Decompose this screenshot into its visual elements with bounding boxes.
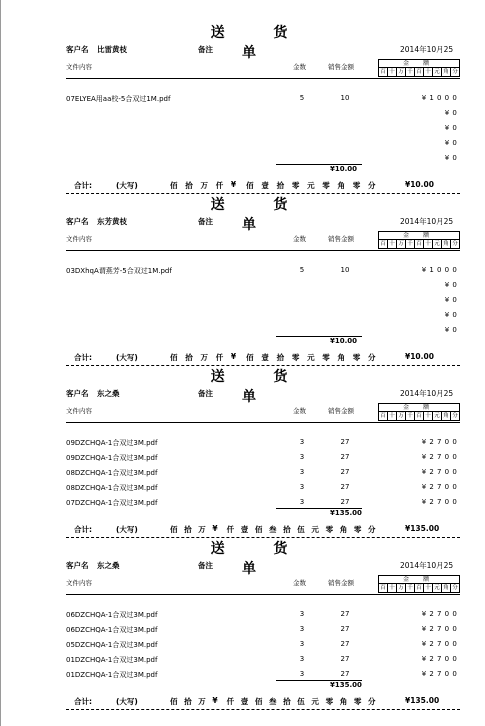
amount-unit-cell: 元 — [433, 584, 442, 592]
slip-date: 2014年10月25 — [400, 561, 454, 570]
qty-column-header: 金数 — [293, 63, 306, 71]
amount-unit-cell: 千 — [406, 240, 415, 248]
capital-unit: 佰 — [246, 353, 254, 362]
capital-unit: 叁 — [269, 697, 277, 706]
capital-unit: 壹 — [261, 353, 269, 362]
amount-cell: ¥2700 — [421, 670, 460, 678]
capital-unit: 佰 — [170, 353, 178, 362]
capital-unit: ¥ — [230, 180, 237, 189]
capital-unit: 万 — [200, 353, 208, 362]
subtotal-value: ¥10.00 — [330, 337, 358, 345]
amount-unit-cell: 万 — [397, 584, 406, 592]
customer-name: 东之桑 — [97, 561, 120, 570]
amount-cell: ¥0 — [444, 311, 460, 319]
capital-unit: 仟 — [215, 353, 224, 362]
file-name-cell: 09DZCHQA-1合双过3M.pdf — [66, 439, 158, 447]
capital-unit: 分 — [368, 525, 376, 534]
amount-unit-cell: 十 — [424, 240, 433, 248]
total-amount: ¥135.00 — [405, 696, 440, 705]
capital-label: (大写) — [116, 697, 138, 706]
qty-column-header: 金数 — [293, 579, 306, 587]
subtotal-value: ¥135.00 — [330, 509, 362, 517]
total-label: 合计: — [74, 353, 92, 362]
content-column-header: 文件内容 — [66, 235, 92, 243]
price-column-header: 销售金额 — [328, 235, 354, 243]
file-name-cell: 09DZCHQA-1合双过3M.pdf — [66, 454, 158, 462]
amount-unit-cell: 角 — [442, 412, 451, 420]
customer-name: 东芳黄枝 — [97, 217, 127, 226]
amount-unit-cell: 百 — [379, 68, 388, 76]
amount-cell: ¥0 — [444, 109, 460, 117]
capital-unit: 零 — [325, 525, 334, 534]
capital-unit: 佰 — [170, 525, 178, 534]
price-cell: 27 — [340, 670, 350, 678]
qty-column-header: 金数 — [293, 235, 306, 243]
qty-cell: 3 — [299, 438, 305, 446]
table-row — [0, 670, 485, 685]
amount-unit-cell: 百 — [379, 584, 388, 592]
capital-unit: 角 — [337, 353, 346, 362]
customer-label: 客户名 — [66, 561, 89, 570]
slip-separator — [66, 709, 460, 710]
amount-unit-cell: 分 — [452, 585, 458, 591]
qty-cell: 3 — [299, 453, 305, 461]
capital-unit: 零 — [322, 353, 330, 362]
amount-unit-cells — [379, 584, 459, 592]
amount-unit-cell: 分 — [452, 241, 458, 247]
capital-unit: 佰 — [170, 697, 178, 706]
file-name-cell: 05DZCHQA-1合双过3M.pdf — [66, 641, 158, 649]
price-cell: 27 — [340, 438, 350, 446]
amount-unit-cell: 分 — [452, 69, 458, 75]
amount-unit-cell: 分 — [452, 413, 458, 419]
file-name-cell: 01DZCHQA-1合双过3M.pdf — [66, 656, 158, 664]
amount-unit-cell: 元 — [433, 412, 442, 420]
amount-unit-cell: 十 — [388, 412, 397, 420]
total-label: 合计: — [74, 697, 92, 706]
amount-unit-cell: 元 — [433, 240, 442, 248]
capital-unit: 零 — [322, 181, 330, 190]
capital-unit: ¥ — [212, 696, 218, 705]
qty-cell: 5 — [299, 94, 305, 102]
amount-cell: ¥2700 — [421, 655, 460, 663]
capital-unit: 零 — [353, 697, 362, 706]
amount-cell: ¥0 — [444, 281, 460, 289]
amount-cell: ¥1000 — [421, 266, 460, 274]
capital-unit: 万 — [198, 697, 206, 706]
qty-cell: 3 — [299, 498, 305, 506]
subtotal-value: ¥10.00 — [330, 165, 358, 173]
amount-unit-cell: 千 — [406, 584, 415, 592]
slip-title: 送 货 单 — [210, 197, 310, 233]
price-cell: 10 — [340, 266, 350, 274]
price-cell: 10 — [340, 94, 350, 102]
amount-cell: ¥2700 — [421, 483, 460, 491]
qty-cell: 5 — [299, 266, 305, 274]
price-column-header: 销售金额 — [328, 63, 354, 71]
customer-name: 东之桑 — [97, 389, 120, 398]
table-row — [0, 610, 485, 625]
capital-unit: 叁 — [269, 525, 277, 534]
capital-unit: 佰 — [170, 181, 178, 190]
amount-header-label: 金 额 — [379, 232, 459, 240]
amount-cell: ¥2700 — [421, 438, 460, 446]
capital-unit: 拾 — [185, 181, 193, 190]
file-name-cell: 03DXhqA谓燕芳-5合双过1M.pdf — [66, 267, 172, 275]
customer-label: 客户名 — [66, 389, 89, 398]
price-cell: 27 — [340, 498, 350, 506]
amount-unit-cell: 十 — [424, 68, 433, 76]
subtotal-value: ¥135.00 — [330, 681, 362, 689]
capital-unit: 零 — [352, 353, 361, 362]
price-cell: 27 — [340, 453, 350, 461]
total-amount: ¥10.00 — [405, 352, 434, 361]
total-amount: ¥10.00 — [405, 180, 434, 189]
amount-cell: ¥2700 — [421, 453, 460, 461]
capital-unit: 拾 — [283, 697, 291, 706]
price-cell: 27 — [340, 640, 350, 648]
capital-unit: 万 — [198, 525, 206, 534]
table-row — [0, 625, 485, 640]
capital-unit: 佰 — [254, 525, 263, 534]
capital-unit: 壹 — [240, 697, 249, 706]
amount-unit-cell: 百 — [379, 412, 388, 420]
capital-unit: 仟 — [215, 181, 224, 190]
qty-cell: 3 — [299, 640, 305, 648]
capital-unit: 元 — [311, 697, 319, 706]
amount-unit-cell: 万 — [397, 240, 406, 248]
file-name-cell: 07DZCHQA-1合双过3M.pdf — [66, 499, 158, 507]
capital-unit: 角 — [339, 525, 348, 534]
total-label: 合计: — [74, 181, 92, 190]
capital-unit: 拾 — [276, 181, 285, 190]
header-rule — [66, 594, 460, 595]
customer-name: 比雷黄枝 — [97, 45, 127, 54]
note-label: 备注 — [198, 45, 213, 54]
capital-unit: 零 — [352, 181, 361, 190]
capital-unit: 拾 — [283, 525, 291, 534]
table-row — [0, 655, 485, 670]
amount-cell: ¥0 — [444, 296, 460, 304]
amount-header-box — [378, 575, 460, 593]
capital-label: (大写) — [116, 353, 138, 362]
capital-unit: 零 — [291, 353, 300, 362]
content-column-header: 文件内容 — [66, 407, 92, 415]
price-column-header: 销售金额 — [328, 407, 354, 415]
qty-cell: 3 — [299, 483, 305, 491]
capital-unit: 伍 — [297, 525, 305, 534]
capital-unit: 元 — [307, 181, 315, 190]
slip-title: 送 货 单 — [210, 25, 310, 61]
qty-cell: 3 — [299, 670, 305, 678]
capital-unit: 佰 — [254, 697, 263, 706]
capital-unit: ¥ — [230, 352, 237, 361]
note-label: 备注 — [198, 217, 213, 226]
capital-unit: 仟 — [226, 697, 235, 706]
capital-unit: 壹 — [261, 181, 269, 190]
file-name-cell: 01DZCHQA-1合双过3M.pdf — [66, 671, 158, 679]
amount-unit-cell: 百 — [415, 584, 424, 592]
total-row — [0, 696, 485, 708]
capital-unit: 角 — [339, 697, 348, 706]
amount-unit-cell: 元 — [433, 68, 442, 76]
total-label: 合计: — [74, 525, 92, 534]
qty-column-header: 金数 — [293, 407, 306, 415]
price-column-header: 销售金额 — [328, 579, 354, 587]
capital-unit: 元 — [311, 525, 319, 534]
amount-unit-cell: 百 — [379, 240, 388, 248]
total-amount: ¥135.00 — [405, 524, 440, 533]
slip-date: 2014年10月25 — [400, 45, 454, 54]
price-cell: 27 — [340, 625, 350, 633]
qty-cell: 3 — [299, 655, 305, 663]
capital-unit: 伍 — [297, 697, 305, 706]
amount-cell: ¥2700 — [421, 610, 460, 618]
capital-unit: 分 — [368, 181, 376, 190]
content-column-header: 文件内容 — [66, 579, 92, 587]
amount-unit-cell: 百 — [415, 68, 424, 76]
customer-label: 客户名 — [66, 45, 89, 54]
price-cell: 27 — [340, 610, 350, 618]
capital-unit: 零 — [325, 697, 334, 706]
file-name-cell: 08DZCHQA-1合双过3M.pdf — [66, 484, 158, 492]
amount-unit-cell: 万 — [397, 412, 406, 420]
qty-cell: 3 — [299, 610, 305, 618]
amount-cell: ¥2700 — [421, 468, 460, 476]
capital-unit: ¥ — [212, 524, 218, 533]
amount-unit-cell: 十 — [388, 584, 397, 592]
amount-unit-cell: 十 — [424, 584, 433, 592]
capital-unit: 角 — [337, 181, 346, 190]
amount-cell: ¥2700 — [421, 498, 460, 506]
slip-date: 2014年10月25 — [400, 217, 454, 226]
amount-unit-cell: 十 — [388, 240, 397, 248]
note-label: 备注 — [198, 561, 213, 570]
amount-unit-cell: 百 — [415, 240, 424, 248]
capital-unit: 拾 — [184, 525, 192, 534]
capital-unit: 拾 — [184, 697, 192, 706]
amount-header-label: 金 额 — [379, 60, 459, 68]
file-name-cell: 06DZCHQA-1合双过3M.pdf — [66, 611, 158, 619]
amount-unit-cell: 十 — [388, 68, 397, 76]
amount-cell: ¥0 — [444, 326, 460, 334]
capital-label: (大写) — [116, 181, 138, 190]
price-cell: 27 — [340, 655, 350, 663]
file-name-cell: 07ELYEA用aa校-5合双过1M.pdf — [66, 95, 171, 103]
note-label: 备注 — [198, 389, 213, 398]
capital-unit: 元 — [307, 353, 315, 362]
capital-unit: 拾 — [185, 353, 193, 362]
slip-date: 2014年10月25 — [400, 389, 454, 398]
customer-label: 客户名 — [66, 217, 89, 226]
price-cell: 27 — [340, 483, 350, 491]
amount-header-label: 金 额 — [379, 404, 459, 412]
capital-unit: 分 — [368, 353, 376, 362]
amount-cell: ¥2700 — [421, 640, 460, 648]
amount-unit-cell: 万 — [397, 68, 406, 76]
file-name-cell: 08DZCHQA-1合双过3M.pdf — [66, 469, 158, 477]
slip-title: 送 货 单 — [210, 369, 310, 405]
slip-title: 送 货 单 — [210, 541, 310, 577]
capital-unit: 万 — [200, 181, 208, 190]
amount-header-label: 金 额 — [379, 576, 459, 584]
capital-label: (大写) — [116, 525, 138, 534]
amount-unit-cell: 千 — [406, 68, 415, 76]
capital-unit: 仟 — [226, 525, 235, 534]
capital-unit: 分 — [368, 697, 376, 706]
price-cell: 27 — [340, 468, 350, 476]
amount-unit-cell: 角 — [442, 68, 451, 76]
amount-unit-cell: 百 — [415, 412, 424, 420]
amount-unit-cell: 十 — [424, 412, 433, 420]
content-column-header: 文件内容 — [66, 63, 92, 71]
file-name-cell: 06DZCHQA-1合双过3M.pdf — [66, 626, 158, 634]
amount-cell: ¥0 — [444, 139, 460, 147]
amount-unit-cell: 角 — [442, 240, 451, 248]
capital-unit: 零 — [353, 525, 362, 534]
capital-unit: 壹 — [240, 525, 249, 534]
capital-unit: 零 — [291, 181, 300, 190]
capital-unit: 佰 — [246, 181, 254, 190]
qty-cell: 3 — [299, 625, 305, 633]
capital-unit: 拾 — [276, 353, 285, 362]
amount-cell: ¥2700 — [421, 625, 460, 633]
qty-cell: 3 — [299, 468, 305, 476]
table-row — [0, 640, 485, 655]
amount-cell: ¥0 — [444, 154, 460, 162]
amount-cell: ¥1000 — [421, 94, 460, 102]
amount-cell: ¥0 — [444, 124, 460, 132]
amount-unit-cell: 角 — [442, 584, 451, 592]
amount-unit-cell: 千 — [406, 412, 415, 420]
